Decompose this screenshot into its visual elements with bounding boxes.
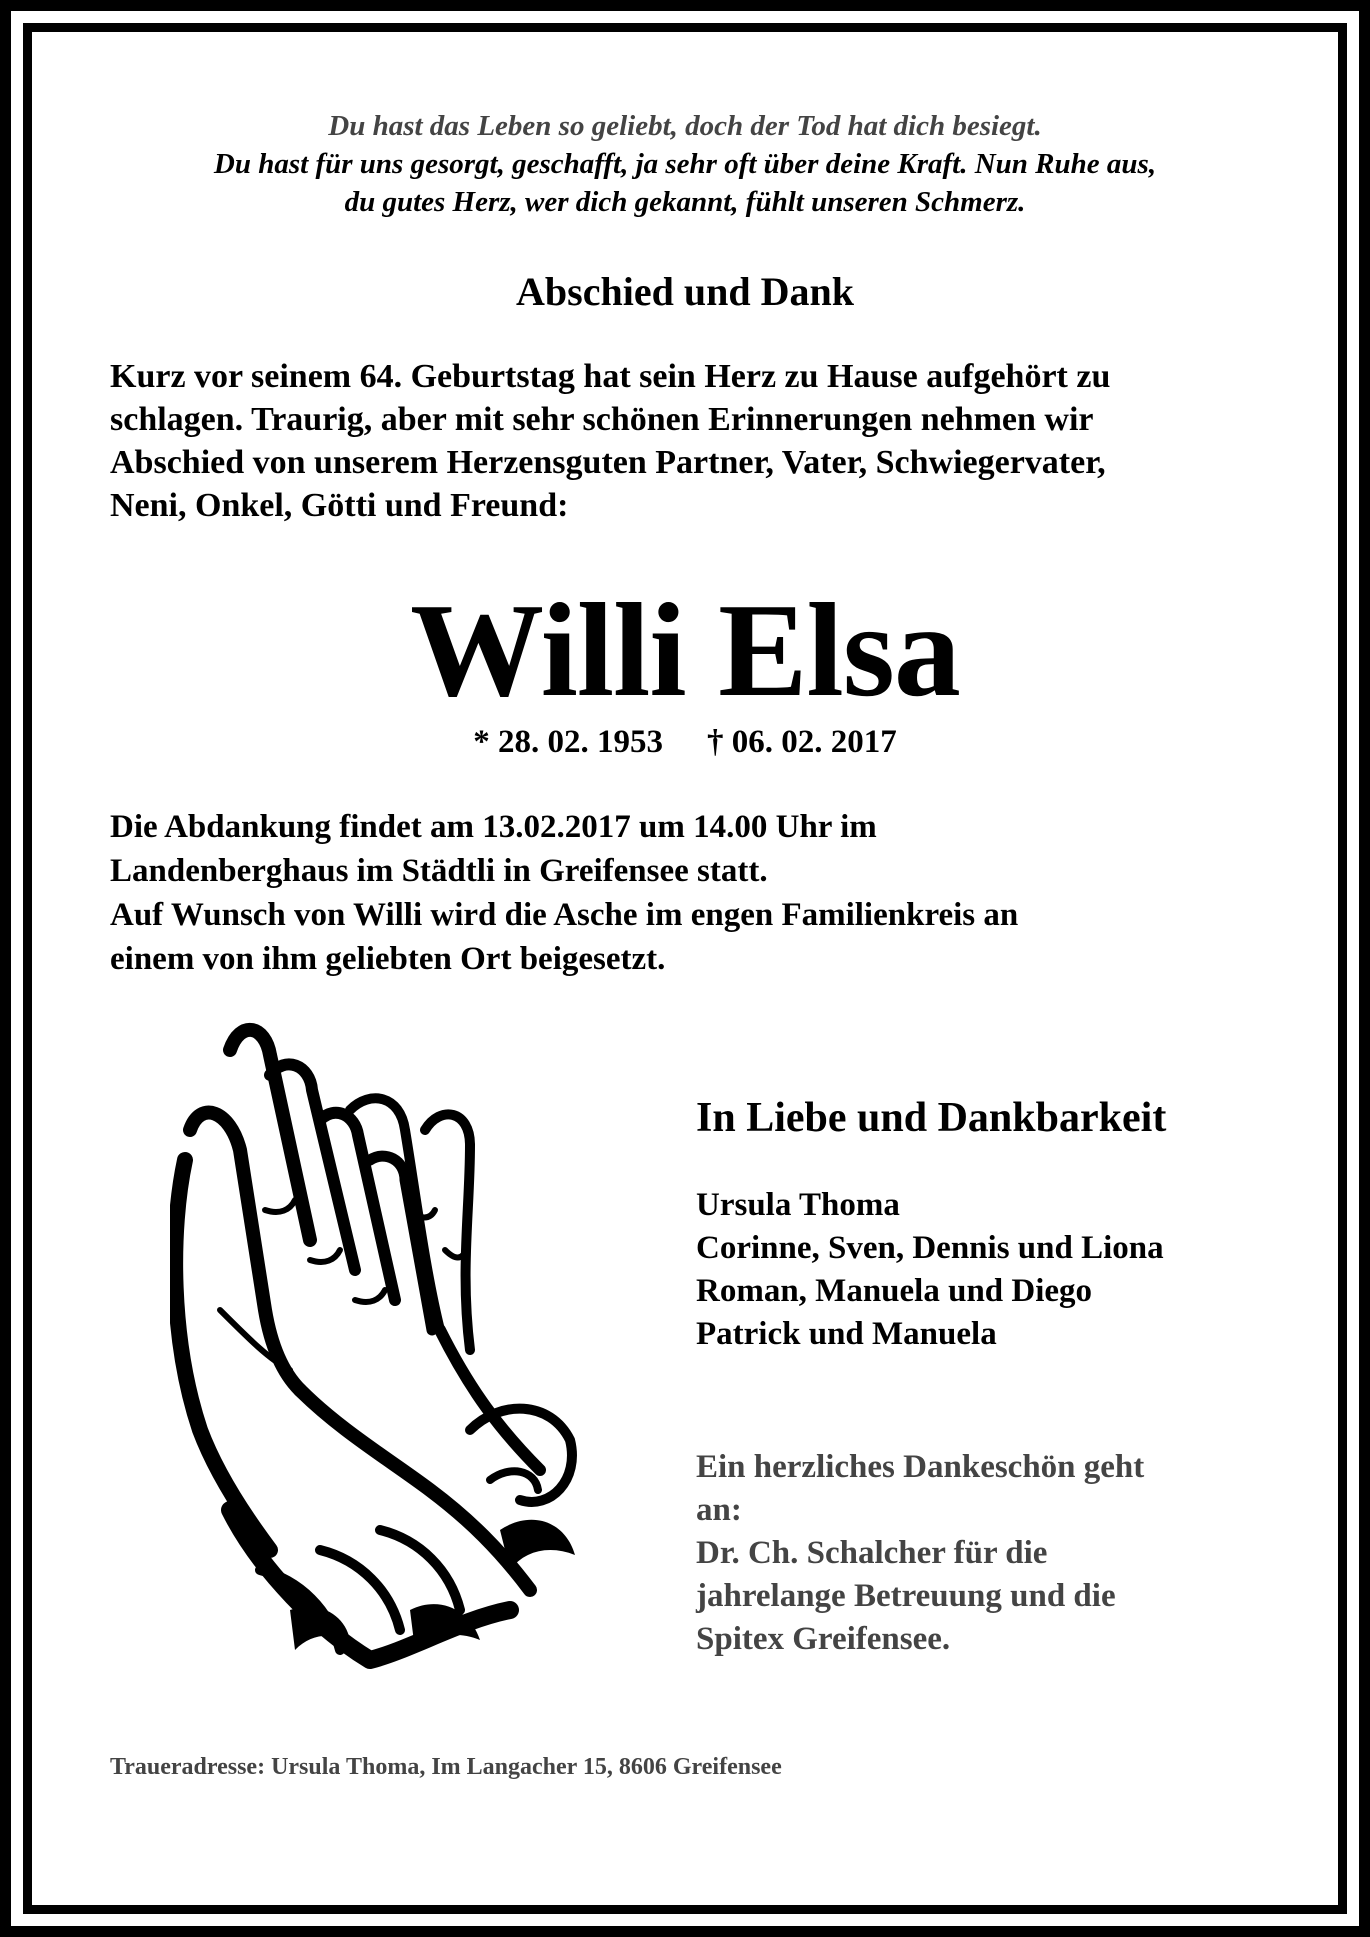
motto-line: Du hast für uns gesorgt, geschafft, ja sehr oft über deine Kraft. Nun Ruhe aus, [213, 148, 1157, 180]
praying-hands-icon [170, 1010, 590, 1670]
intro-line: schlagen. Traurig, aber mit sehr schönen Erinnerungen nehmen wir [110, 401, 1094, 438]
ceremony-line: Die Abdankung findet am 13.02.2017 um 14.00 Uhr im [110, 809, 877, 845]
mourning-address: Traueradresse: Ursula Thoma, Im Langacher 15, 8606 Greifensee [110, 1754, 782, 1780]
mourners-list [696, 1184, 1164, 1356]
ceremony-line: Auf Wunsch von Willi wird die Asche im engen Familienkreis an [110, 897, 1019, 933]
deceased-name: Willi Elsa [410, 576, 960, 724]
ceremony-text [110, 805, 1290, 981]
intro-line: Neni, Onkel, Götti und Freund: [110, 487, 569, 524]
intro-line: Abschied von unserem Herzensguten Partner, Vater, Schwiegervater, [110, 444, 1106, 481]
thanks-line: Dr. Ch. Schalcher für die [696, 1535, 1048, 1571]
mourner-name: Ursula Thoma [696, 1187, 900, 1223]
mourners-title: In Liebe und Dankbarkeit [696, 1095, 1167, 1141]
death-date: † 06. 02. 2017 [707, 724, 897, 760]
thanks-line: jahrelange Betreuung und die [696, 1578, 1116, 1614]
motto-verse [100, 107, 1270, 221]
mourner-name: Corinne, Sven, Dennis und Liona [696, 1230, 1164, 1266]
mourner-name: Patrick und Manuela [696, 1316, 997, 1352]
motto-line: du gutes Herz, wer dich gekannt, fühlt unseren Schmerz. [344, 186, 1026, 218]
mourner-name: Roman, Manuela und Diego [696, 1273, 1093, 1309]
thanks-line: an: [696, 1492, 742, 1528]
ceremony-line: einem von ihm geliebten Ort beigesetzt. [110, 941, 666, 977]
birth-date: * 28. 02. 1953 [473, 724, 663, 760]
life-dates [100, 718, 1270, 766]
thanks-line: Spitex Greifensee. [696, 1621, 951, 1657]
thanks-text [696, 1446, 1256, 1661]
motto-line: Du hast das Leben so geliebt, doch der Tod hat dich besiegt. [328, 110, 1042, 142]
intro-line: Kurz vor seinem 64. Geburtstag hat sein Herz zu Hause aufgehört zu [110, 358, 1111, 395]
ceremony-line: Landenberghaus im Städtli in Greifensee statt. [110, 853, 768, 889]
intro-text [110, 355, 1290, 527]
thanks-line: Ein herzliches Dankeschön geht [696, 1449, 1145, 1485]
heading: Abschied und Dank [516, 269, 854, 314]
